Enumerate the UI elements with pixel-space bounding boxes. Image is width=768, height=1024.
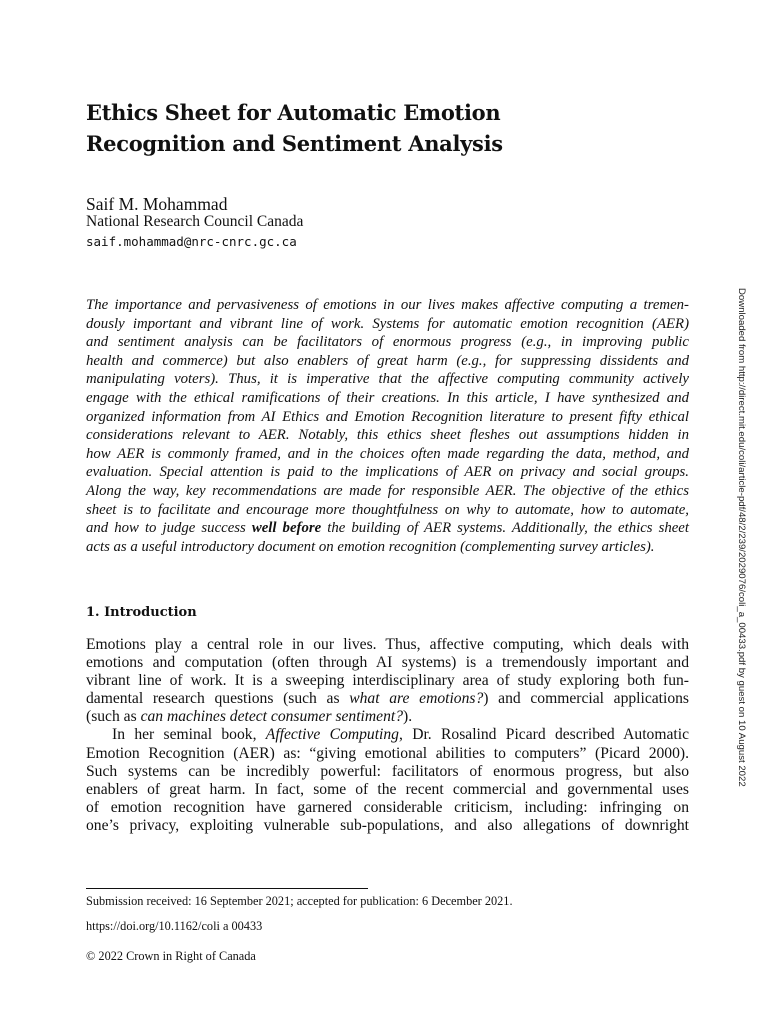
- abstract-line: health and commerce) but also enablers of great harm (e.g., for suppressing dissidents and: [86, 352, 689, 369]
- abstract-line: and sentiment analysis can be facilitators of enormous progress (e.g., in improving public: [86, 334, 689, 351]
- abstract-line: sheet is to facilitate and encourage more thoughtfulness on why to automate, how to automate,: [86, 501, 689, 518]
- submission-dates: Submission received: 16 September 2021; accepted for publication: 6 December 2021.: [86, 894, 513, 908]
- body-line: [86, 690, 689, 708]
- author-name: Saif M. Mohammad: [86, 194, 228, 214]
- body-text: , Dr. Rosalind Picard described Automatic: [398, 726, 689, 744]
- body-line: [86, 708, 689, 726]
- body-line: Emotion Recognition (AER) as: “giving emotional abilities to computers” (Picard 2000).: [86, 744, 689, 762]
- download-watermark: [735, 288, 747, 787]
- doi-link[interactable]: https://doi.org/10.1162/coli a 00433: [86, 919, 263, 933]
- body-italic: what are emotions?: [349, 690, 484, 708]
- paper-title-line-2: Recognition and Sentiment Analysis: [86, 131, 503, 156]
- abstract-emphasis: well before: [251, 520, 322, 537]
- abstract-line: The importance and pervasiveness of emotions in our lives makes affective computing a tremen-: [86, 297, 689, 313]
- abstract: [86, 296, 689, 556]
- abstract-text: the building of AER systems. Additionally, the ethics sheet: [321, 520, 689, 537]
- paper-title: [86, 97, 646, 159]
- author-affiliation: National Research Council Canada: [86, 213, 304, 230]
- body-text: In her seminal book,: [112, 726, 266, 744]
- body-line: Emotions play a central role in our lives. Thus, affective computing, which deals with: [86, 636, 689, 653]
- abstract-line: Along the way, key recommendations are made for responsible AER. The objective of the ethics: [86, 482, 689, 499]
- body-italic: Affective Computing: [265, 726, 399, 744]
- body-line: one’s privacy, exploiting vulnerable sub-populations, and also allegations of downright: [86, 816, 689, 834]
- body-text: damental research questions (such as: [86, 690, 350, 708]
- abstract-line: evaluation. Special attention is paid to the implications of AER on privacy and social groups.: [86, 464, 689, 481]
- copyright-notice: © 2022 Crown in Right of Canada: [86, 949, 256, 963]
- section-heading-introduction: 1. Introduction: [86, 605, 197, 620]
- abstract-line: dously important and vibrant line of work. Systems for automatic emotion recognition (AER): [86, 315, 689, 332]
- body-line: enablers of great harm. In fact, some of the recent commercial and governmental uses: [86, 780, 689, 798]
- abstract-line: considerations relevant to AER. Notably, this ethics sheet fleshes out assumptions hidden in: [86, 427, 689, 444]
- abstract-line: engage with the ethical ramifications of their creations. In this article, I have synthesized and: [86, 389, 689, 406]
- abstract-line: how AER is commonly framed, and in the choices often made regarding the data, method, and: [86, 445, 689, 462]
- author-email[interactable]: saif.mohammad@nrc-cnrc.gc.ca: [86, 234, 297, 249]
- abstract-line: organized information from AI Ethics and Emotion Recognition literature to present fifty ethical: [86, 408, 689, 425]
- body-line: emotions and computation (often through AI systems) is a tremendously important and: [86, 654, 689, 672]
- body-text: ).: [403, 708, 413, 726]
- introduction-body: [86, 636, 689, 835]
- footnote-divider: [86, 888, 368, 889]
- body-line: of emotion recognition have garnered considerable criticism, including: infringing on: [86, 798, 689, 816]
- abstract-line: [86, 519, 689, 538]
- paper-title-line-1: Ethics Sheet for Automatic Emotion: [86, 100, 501, 125]
- body-text: (such as: [86, 708, 141, 726]
- body-line: Such systems can be incredibly powerful: facilitators of enormous progress, but also: [86, 762, 689, 780]
- download-notice: Downloaded from http://direct.mit.edu/coli/article-pdf/48/2/239/2029076/coli_a_00433.pdf by guest on 10 August 2022: [736, 288, 747, 787]
- body-italic: can machines detect consumer sentiment?: [140, 708, 403, 726]
- abstract-text: and how to judge success: [86, 520, 252, 537]
- body-line: vibrant line of work. It is a sweeping interdisciplinary area of study exploring both fun-: [86, 672, 689, 690]
- body-line: [86, 726, 689, 744]
- abstract-line: acts as a useful introductory document on emotion recognition (complementing survey articles).: [86, 538, 655, 555]
- body-text: ) and commercial applications: [483, 690, 689, 708]
- abstract-line: manipulating voters). Thus, it is imperative that the affective computing community actively: [86, 371, 689, 388]
